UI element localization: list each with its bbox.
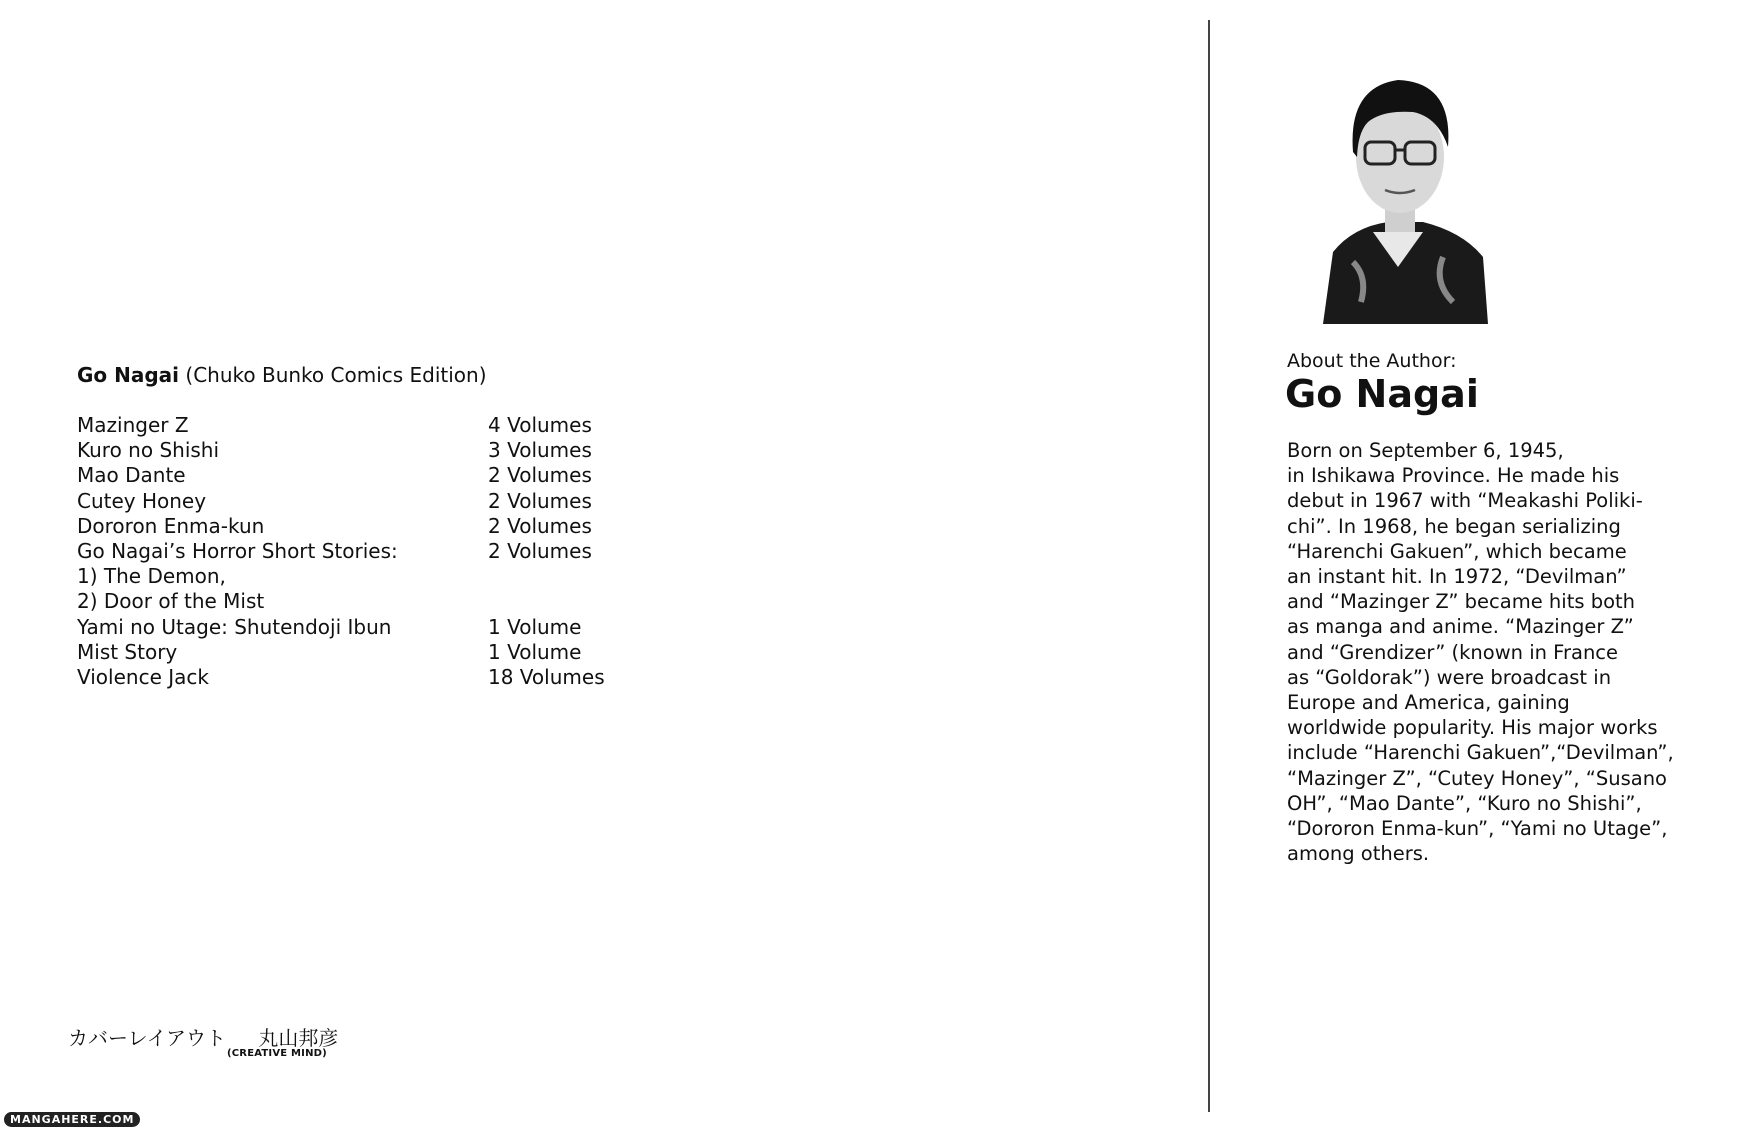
- work-row: [77, 489, 605, 514]
- credit-role: カバーレイアウト: [68, 1026, 226, 1050]
- work-title: 2) Door of the Mist: [77, 589, 265, 614]
- watermark-logo: MANGAHERE.COM: [4, 1112, 140, 1127]
- work-volumes: 3 Volumes: [488, 438, 592, 463]
- bio-line: include “Harenchi Gakuen”,“Devilman”,: [1287, 741, 1674, 765]
- work-volumes: 2 Volumes: [488, 488, 592, 513]
- work-volumes: 1 Volume: [488, 614, 582, 639]
- bio-line: “Mazinger Z”, “Cutey Honey”, “Susano: [1287, 766, 1667, 790]
- credit-name: 丸山邦彦: [258, 1026, 339, 1050]
- work-title: Dororon Enma-kun: [77, 513, 265, 538]
- bio-line: debut in 1967 with “Meakashi Poliki-: [1287, 489, 1643, 513]
- work-volumes: 18 Volumes: [488, 665, 605, 690]
- work-title: Kuro no Shishi: [77, 438, 220, 463]
- bio-line: among others.: [1287, 842, 1430, 866]
- author-biography: [1287, 438, 1687, 866]
- work-title: Violence Jack: [77, 665, 209, 690]
- bio-line: Born on September 6, 1945,: [1287, 439, 1564, 462]
- bio-line: chi”. In 1968, he began serializing: [1287, 514, 1621, 538]
- bio-line: as manga and anime. “Mazinger Z”: [1287, 615, 1634, 639]
- bio-line: an instant hit. In 1972, “Devilman”: [1287, 565, 1627, 589]
- work-volumes: 2 Volumes: [488, 539, 592, 564]
- work-title: Mist Story: [77, 639, 178, 664]
- work-row: [77, 413, 605, 438]
- work-row: [77, 665, 605, 690]
- bio-line: in Ishikawa Province. He made his: [1287, 464, 1620, 488]
- work-title: Mazinger Z: [77, 413, 189, 437]
- bio-line: as “Goldorak”) were broadcast in: [1287, 665, 1612, 689]
- work-title: Yami no Utage: Shutendoji Ibun: [77, 614, 392, 639]
- work-volumes: 2 Volumes: [488, 513, 592, 538]
- bio-line: “Dororon Enma-kun”, “Yami no Utage”,: [1287, 817, 1668, 841]
- works-list-heading-edition: (Chuko Bunko Comics Edition): [185, 363, 487, 387]
- bio-line: worldwide popularity. His major works: [1287, 716, 1658, 740]
- work-volumes: 1 Volume: [488, 639, 582, 664]
- work-row: [77, 438, 605, 463]
- work-row: [77, 589, 605, 614]
- work-volumes: 2 Volumes: [488, 463, 592, 488]
- bio-line: “Harenchi Gakuen”, which became: [1287, 539, 1627, 563]
- work-title: 1) The Demon,: [77, 564, 226, 589]
- bio-line: OH”, “Mao Dante”, “Kuro no Shishi”,: [1287, 791, 1642, 815]
- work-row: [77, 615, 605, 640]
- work-row: [77, 640, 605, 665]
- bio-line: and “Grendizer” (known in France: [1287, 640, 1619, 664]
- works-list: [77, 413, 605, 690]
- bio-line: Europe and America, gaining: [1287, 691, 1570, 715]
- work-title: Cutey Honey: [77, 488, 207, 513]
- work-row: [77, 564, 605, 589]
- work-row: [77, 463, 605, 488]
- work-row: [77, 514, 605, 539]
- works-list-heading: [77, 362, 487, 388]
- work-row: [77, 539, 605, 564]
- bio-line: and “Mazinger Z” became hits both: [1287, 590, 1636, 614]
- work-title: Go Nagai’s Horror Short Stories:: [77, 539, 398, 564]
- author-name: Go Nagai: [1285, 372, 1479, 416]
- about-author-label: About the Author:: [1287, 350, 1457, 372]
- author-portrait: [1313, 62, 1488, 324]
- credit-company: (CREATIVE MIND): [227, 1048, 327, 1059]
- work-volumes: 4 Volumes: [488, 413, 592, 437]
- works-list-heading-author: Go Nagai: [77, 363, 180, 387]
- work-title: Mao Dante: [77, 463, 186, 488]
- cover-layout-credit: [68, 1022, 338, 1051]
- page-gutter-divider: [1208, 20, 1210, 1112]
